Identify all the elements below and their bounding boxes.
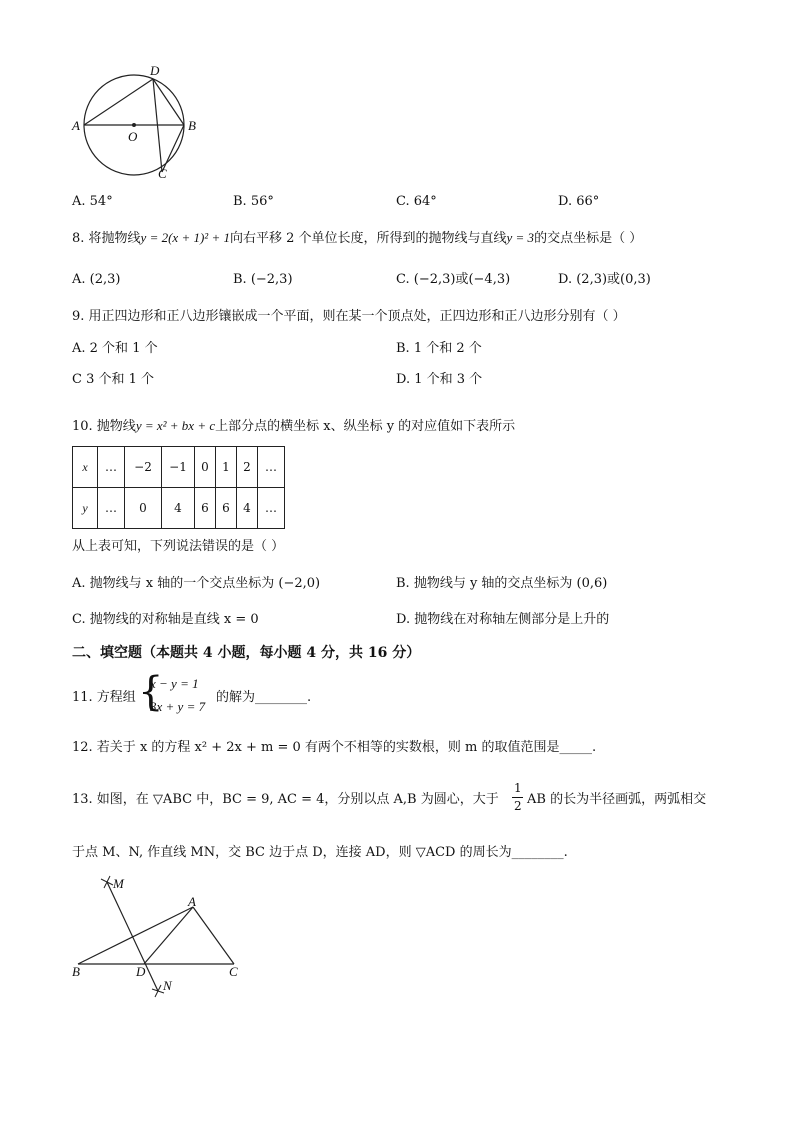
- q13-line2: 于点 M、N, 作直线 MN，交 BC 边于点 D，连接 AD，则 ▽ACD 的周长为________.: [72, 845, 568, 860]
- point-label-o: O: [128, 129, 138, 144]
- table-cell: …: [258, 447, 285, 488]
- table-cell: 4: [237, 488, 258, 529]
- arc-mark-m: [101, 876, 113, 888]
- q8-option-b[interactable]: B. (−2,3): [233, 272, 293, 287]
- q8-line-equation: y = 3: [506, 230, 535, 245]
- table-cell: 2: [237, 447, 258, 488]
- q13-line1-pre: 13. 如图，在 ▽ABC 中，BC = 9, AC = 4，分别以点 A,B 为圆心，大于: [72, 792, 499, 807]
- q9-option-c[interactable]: C 3 个和 1 个: [72, 372, 155, 387]
- q11-suffix: 的解为________.: [216, 690, 312, 705]
- q7-option-a[interactable]: A. 54°: [72, 194, 113, 209]
- table-cell: 0: [125, 488, 162, 529]
- q8-option-d[interactable]: D. (2,3)或(0,3): [558, 272, 651, 287]
- q12-text: 12. 若关于 x 的方程 x² + 2x + m = 0 有两个不相等的实数根，则 m 的取值范围是_____.: [72, 740, 597, 755]
- q11-equation-2: 3x + y = 7: [150, 699, 206, 714]
- q10-option-d[interactable]: D. 抛物线在对称轴左侧部分是上升的: [396, 612, 610, 627]
- system-brace: {: [138, 669, 164, 715]
- point-label-n: N: [163, 978, 172, 993]
- point-label-c: C: [158, 166, 167, 181]
- q10-stem-post: 上部分点的横坐标 x、纵坐标 y 的对应值如下表所示: [215, 419, 516, 434]
- q7-option-b[interactable]: B. 56°: [233, 194, 274, 209]
- point-label-d: D: [150, 63, 160, 78]
- q11-prefix: 11. 方程组: [72, 690, 136, 705]
- q8-stem-post: 的交点坐标是（ ）: [534, 231, 643, 246]
- q11-equation-1: x − y = 1: [150, 676, 199, 691]
- table-cell: 1: [216, 447, 237, 488]
- point-label-a: A: [72, 118, 80, 133]
- q7-option-d[interactable]: D. 66°: [558, 194, 600, 209]
- q10-option-b[interactable]: B. 抛物线与 y 轴的交点坐标为 (0,6): [396, 576, 608, 591]
- fraction-numerator: 1: [514, 781, 522, 795]
- table-cell: …: [98, 447, 125, 488]
- q10-equation: y = x² + bx + c: [135, 418, 216, 433]
- table-cell: …: [258, 488, 285, 529]
- table-cell: …: [98, 488, 125, 529]
- q8-option-a[interactable]: A. (2,3): [72, 272, 121, 287]
- q8-stem-mid: 向右平移 2 个单位长度，所得到的抛物线与直线: [229, 231, 507, 246]
- section-title: 二、填空题（本题共 4 小题，每小题 4 分，共 16 分）: [72, 645, 421, 661]
- point-label-a2: A: [188, 894, 196, 909]
- q7-option-c[interactable]: C. 64°: [396, 194, 437, 209]
- line-mn: [107, 882, 158, 991]
- segment-ac: [193, 907, 234, 964]
- table-cell: 6: [216, 488, 237, 529]
- table-cell: y: [73, 488, 98, 529]
- q8-option-c[interactable]: C. (−2,3)或(−4,3): [396, 272, 511, 287]
- point-label-b2: B: [72, 964, 80, 979]
- point-label-b: B: [188, 118, 196, 133]
- table-cell: x: [73, 447, 98, 488]
- table-cell: 4: [162, 488, 195, 529]
- q9-option-a[interactable]: A. 2 个和 1 个: [72, 341, 158, 356]
- q8-stem-pre: 8. 将抛物线: [72, 231, 141, 246]
- fraction-denominator: 2: [514, 799, 522, 813]
- q13-line1-post: AB 的长为半径画弧，两弧相交: [527, 792, 707, 807]
- point-label-m: M: [113, 876, 124, 891]
- point-label-d2: D: [136, 964, 146, 979]
- table-cell: −2: [125, 447, 162, 488]
- segment-ad: [144, 907, 193, 964]
- point-label-c2: C: [229, 964, 238, 979]
- segment-ba: [78, 907, 193, 964]
- table-cell: 0: [195, 447, 216, 488]
- q10-stem-pre: 10. 抛物线: [72, 419, 136, 434]
- q10-question: 从上表可知，下列说法错误的是（ ）: [72, 539, 285, 554]
- q10-option-a[interactable]: A. 抛物线与 x 轴的一个交点坐标为 (−2,0): [72, 576, 321, 591]
- q10-option-c[interactable]: C. 抛物线的对称轴是直线 x = 0: [72, 612, 259, 627]
- table-cell: 6: [195, 488, 216, 529]
- q9-stem: 9. 用正四边形和正八边形镶嵌成一个平面，则在某一个顶点处，正四边形和正八边形分别有（ ）: [72, 309, 626, 324]
- table-cell: −1: [162, 447, 195, 488]
- q8-equation: y = 2(x + 1)² + 1: [140, 230, 230, 245]
- q9-option-d[interactable]: D. 1 个和 3 个: [396, 372, 483, 387]
- q9-option-b[interactable]: B. 1 个和 2 个: [396, 341, 482, 356]
